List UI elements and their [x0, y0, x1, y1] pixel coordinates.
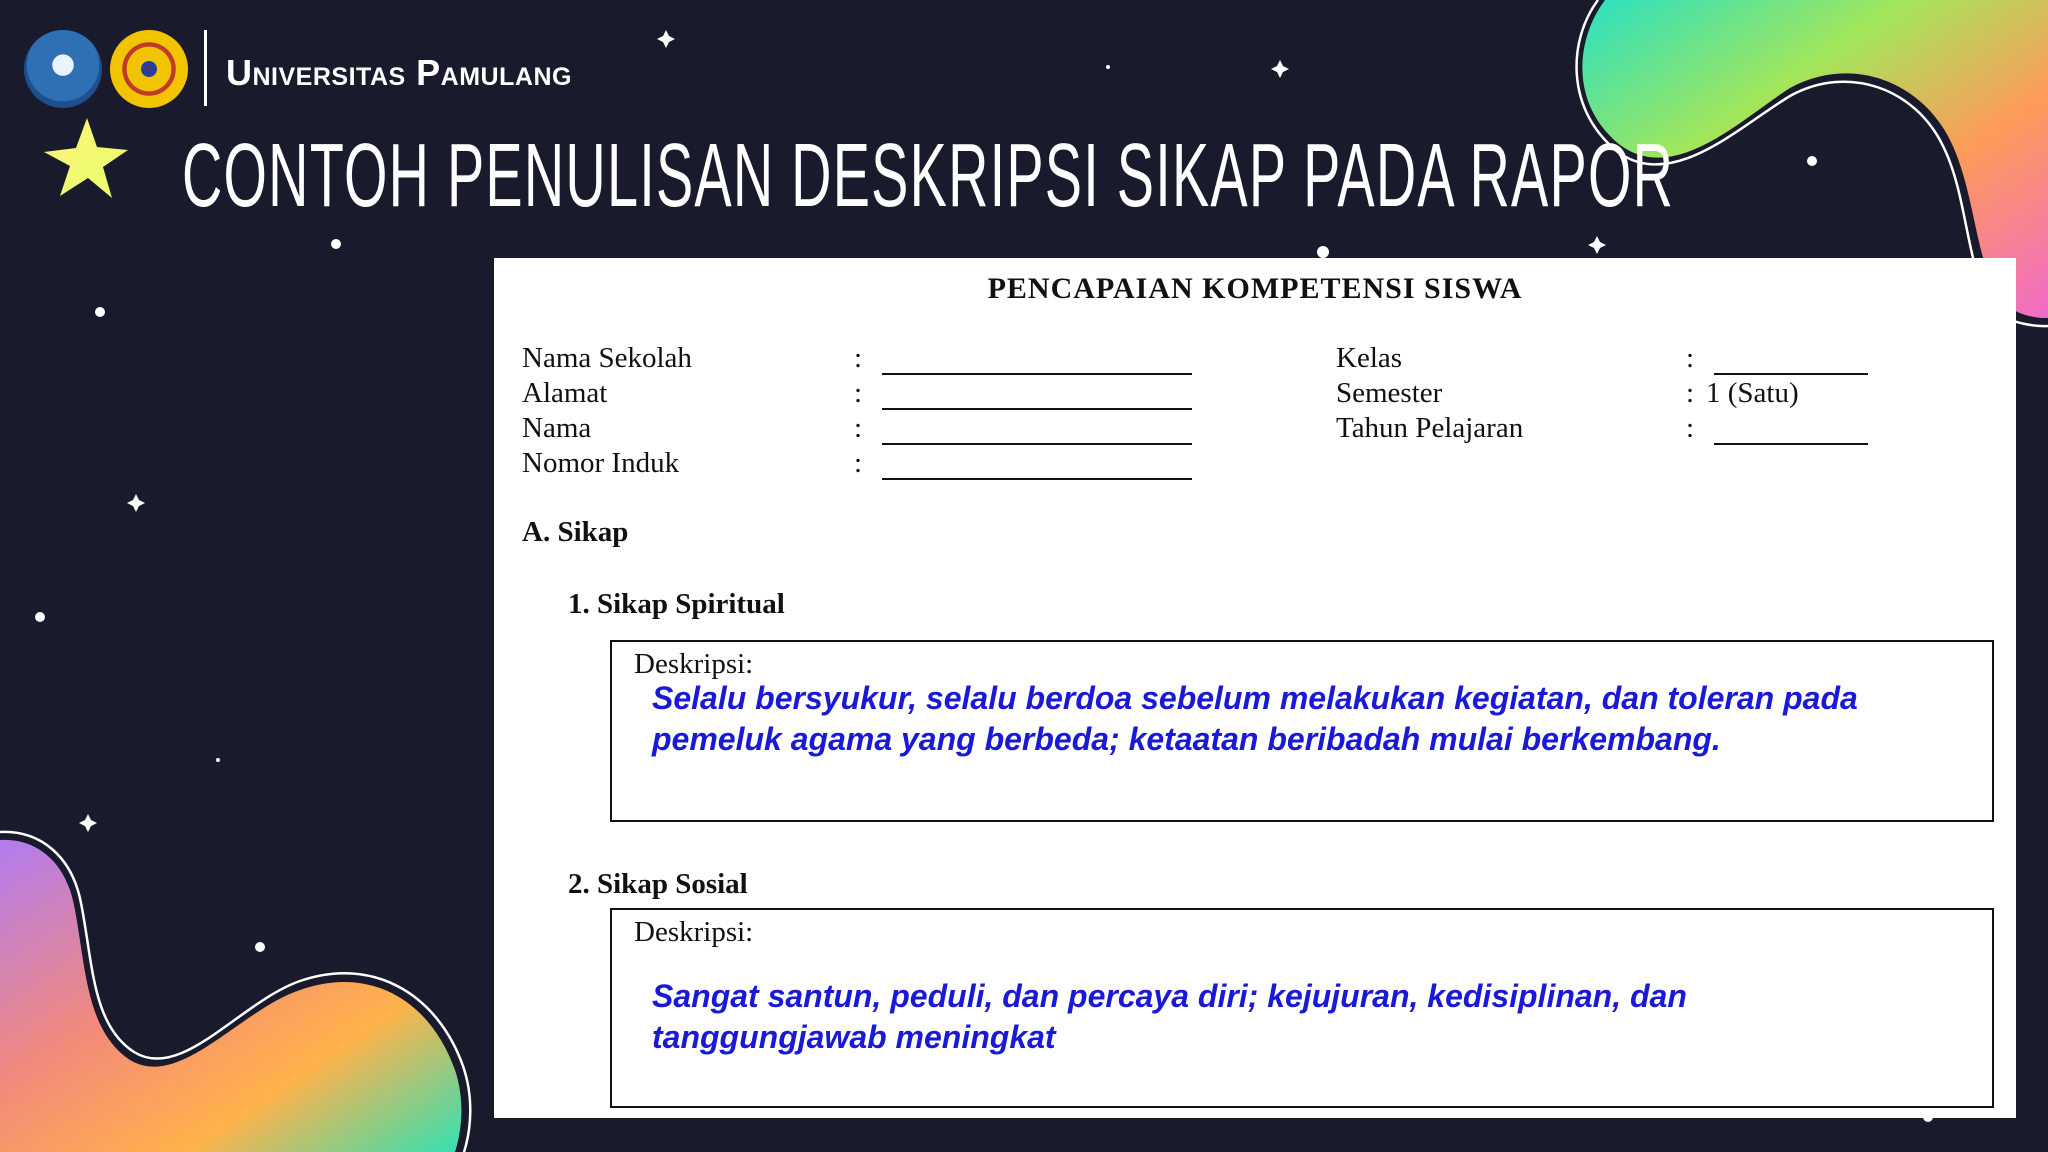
field-label-kelas: Kelas [1336, 342, 1403, 374]
document-title: PENCAPAIAN KOMPETENSI SISWA [987, 272, 1523, 305]
spiritual-description-text: Selalu bersyukur, selalu berdoa sebelum melakukan kegiatan, dan toleran pada pemeluk agama yang berbeda; ketaatan beribadah mulai berkembang. [652, 680, 1858, 757]
field-label-semester: Semester [1336, 377, 1443, 409]
field-colon: : [1686, 377, 1695, 409]
bottom-left-gradient-blob [0, 832, 470, 1152]
field-colon: : [1686, 412, 1695, 444]
field-blank-line [1714, 443, 1868, 445]
field-label-tahun-pelajaran: Tahun Pelajaran [1336, 412, 1524, 444]
spiritual-description-box [610, 640, 1994, 822]
field-blank-line [882, 373, 1192, 375]
field-label-alamat: Alamat [522, 377, 608, 409]
description-label: Deskripsi: [634, 916, 754, 948]
sosial-description-box [610, 908, 1994, 1108]
field-colon: : [854, 412, 863, 444]
description-label: Deskripsi: [634, 648, 754, 680]
sikap-spiritual-heading: 1. Sikap Spiritual [568, 588, 785, 620]
university-name: Universitas Pamulang [226, 52, 572, 93]
field-blank-line [882, 478, 1192, 480]
field-blank-line [882, 443, 1192, 445]
field-blank-line [1714, 373, 1868, 375]
field-colon: : [854, 342, 863, 374]
sparkle-star-icon [44, 118, 128, 198]
field-colon: : [1686, 342, 1695, 374]
university-logo [110, 30, 188, 108]
field-label-nama: Nama [522, 412, 592, 444]
sikap-sosial-heading: 2. Sikap Sosial [568, 868, 748, 900]
header-divider [204, 30, 207, 106]
field-value-semester: 1 (Satu) [1706, 377, 1799, 409]
field-label-nama-sekolah: Nama Sekolah [522, 342, 692, 374]
slide-title: CONTOH PENULISAN DESKRIPSI SIKAP PADA RAPOR [182, 126, 1675, 226]
field-blank-line [882, 408, 1192, 410]
field-label-nomor-induk: Nomor Induk [522, 447, 680, 479]
ministry-logo [24, 30, 102, 108]
section-a-heading: A. Sikap [522, 516, 629, 548]
field-colon: : [854, 447, 863, 479]
field-colon: : [854, 377, 863, 409]
sosial-description-text: Sangat santun, peduli, dan percaya diri; kejujuran, kedisiplinan, dan tanggungjawab meningkat [652, 978, 1687, 1055]
report-card-document [494, 258, 2016, 1118]
